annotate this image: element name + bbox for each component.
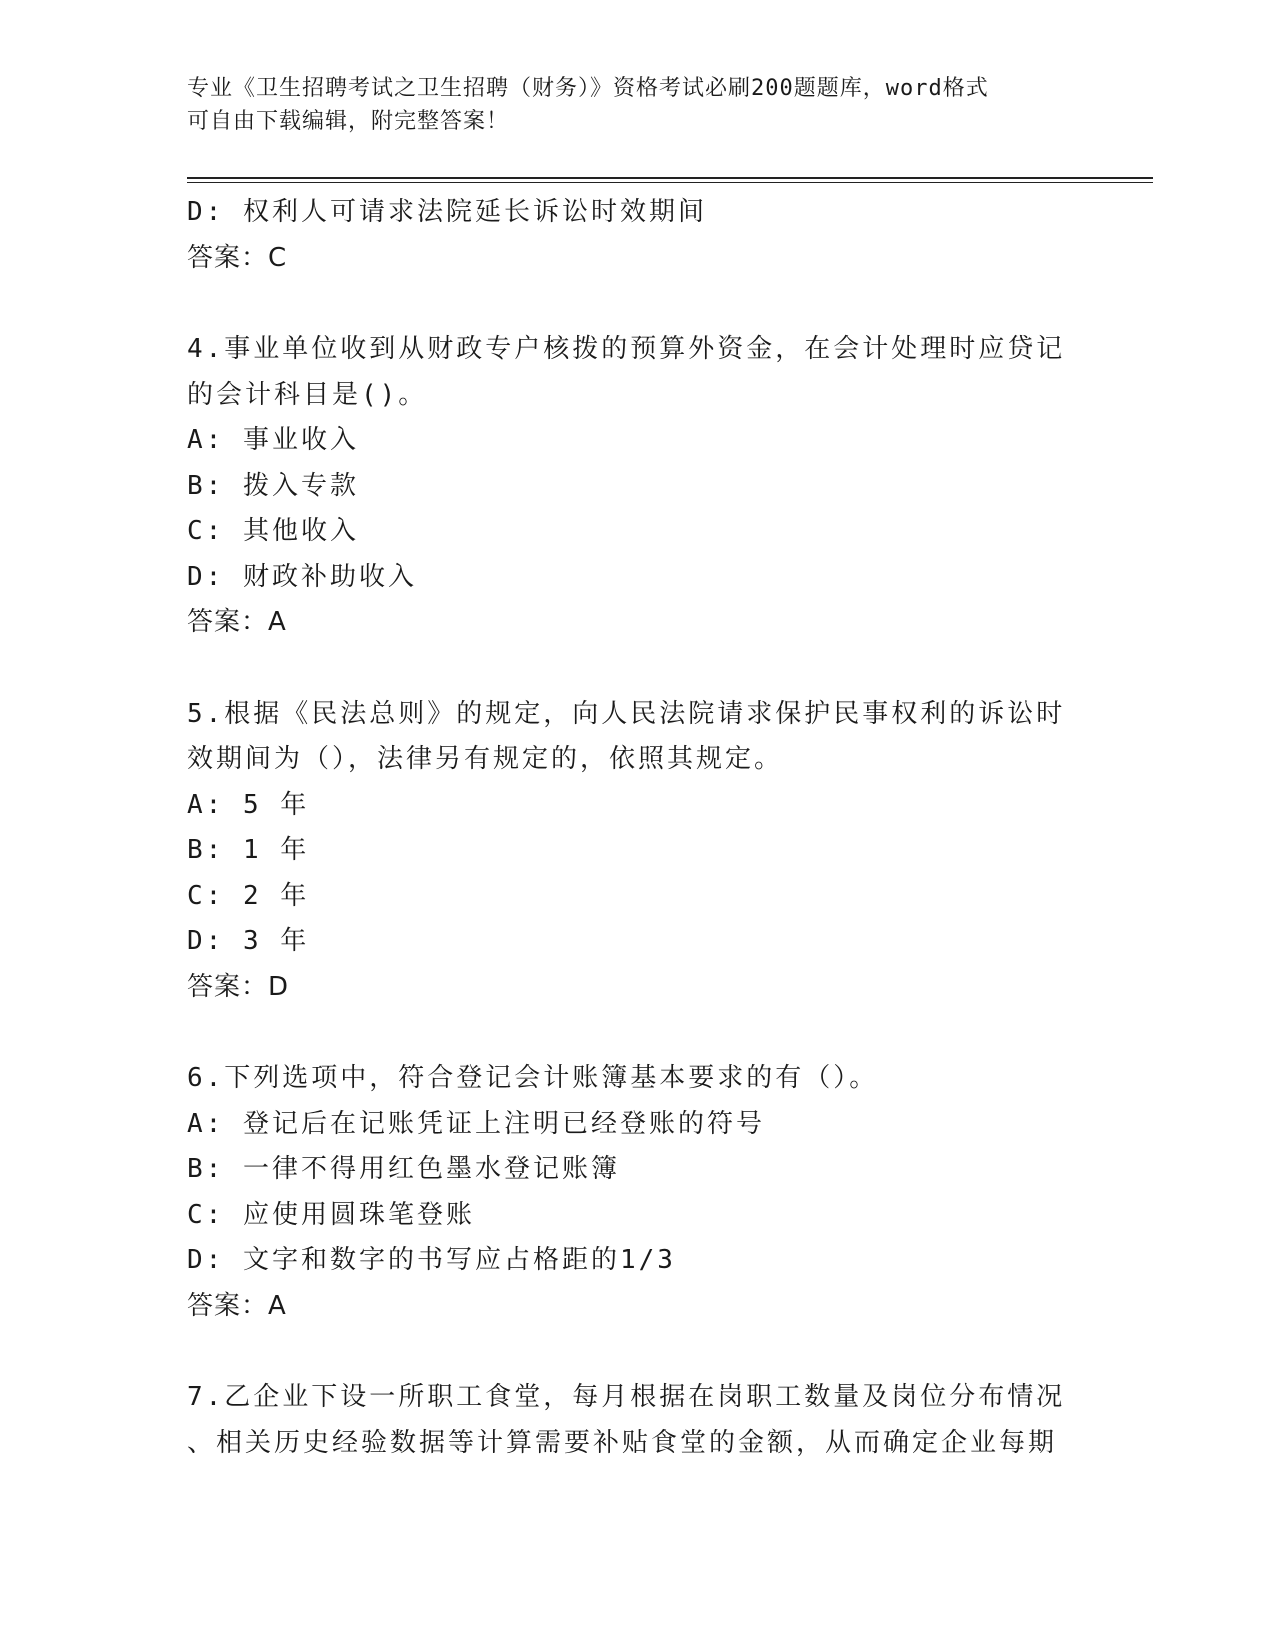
question-4 <box>187 327 1067 646</box>
question-stem-line: 效期间为（），法律另有规定的，依照其规定。 <box>187 744 784 774</box>
option-a: A: 事业收入 <box>187 425 359 455</box>
option-a: A: 登记后在记账凭证上注明已经登账的符号 <box>187 1108 765 1139</box>
option-b: B: 1 年 <box>187 835 310 865</box>
header-line-1: 专业《卫生招聘考试之卫生招聘（财务）》资格考试必刷200题题库，word格式 <box>187 76 989 101</box>
question-stem-line: 4.事业单位收到从财政专户核拨的预算外资金，在会计处理时应贷记 <box>187 334 1066 364</box>
option-c: C: 应使用圆珠笔登账 <box>187 1199 475 1230</box>
question-5 <box>187 692 1067 1011</box>
document-body <box>187 190 1067 1466</box>
option-a: A: 5 年 <box>187 789 310 820</box>
option-c: C: 其他收入 <box>187 516 359 546</box>
header-divider-thin <box>187 182 1153 183</box>
question-stem-line: 6.下列选项中，符合登记会计账簿基本要求的有（）。 <box>187 1063 879 1093</box>
header-line-2: 可自由下载编辑，附完整答案！ <box>187 109 510 134</box>
question-stem-line: 5.根据《民法总则》的规定，向人民法院请求保护民事权利的诉讼时 <box>187 698 1066 729</box>
answer: 答案：D <box>187 971 290 1002</box>
question-3-tail <box>187 190 1067 281</box>
option-d: D: 财政补助收入 <box>187 561 417 592</box>
option-c: C: 2 年 <box>187 880 310 911</box>
document-header <box>187 72 1067 138</box>
question-stem-line: 的会计科目是()。 <box>187 379 428 410</box>
question-6 <box>187 1056 1067 1329</box>
option-d: D: 3 年 <box>187 926 310 956</box>
question-stem-line: 、相关历史经验数据等计算需要补贴食堂的金额，从而确定企业每期 <box>187 1427 1058 1458</box>
option-d: D: 文字和数字的书写应占格距的1/3 <box>187 1245 676 1275</box>
option-d: D: 权利人可请求法院延长诉讼时效期间 <box>187 197 707 227</box>
question-stem-line: 7.乙企业下设一所职工食堂，每月根据在岗职工数量及岗位分布情况 <box>187 1382 1066 1412</box>
header-divider-thick <box>187 177 1153 179</box>
question-7 <box>187 1375 1067 1466</box>
answer: 答案：C <box>187 242 288 273</box>
option-b: B: 拨入专款 <box>187 470 359 501</box>
option-b: B: 一律不得用红色墨水登记账簿 <box>187 1154 620 1184</box>
answer: 答案：A <box>187 1290 287 1321</box>
answer: 答案：A <box>187 607 287 637</box>
